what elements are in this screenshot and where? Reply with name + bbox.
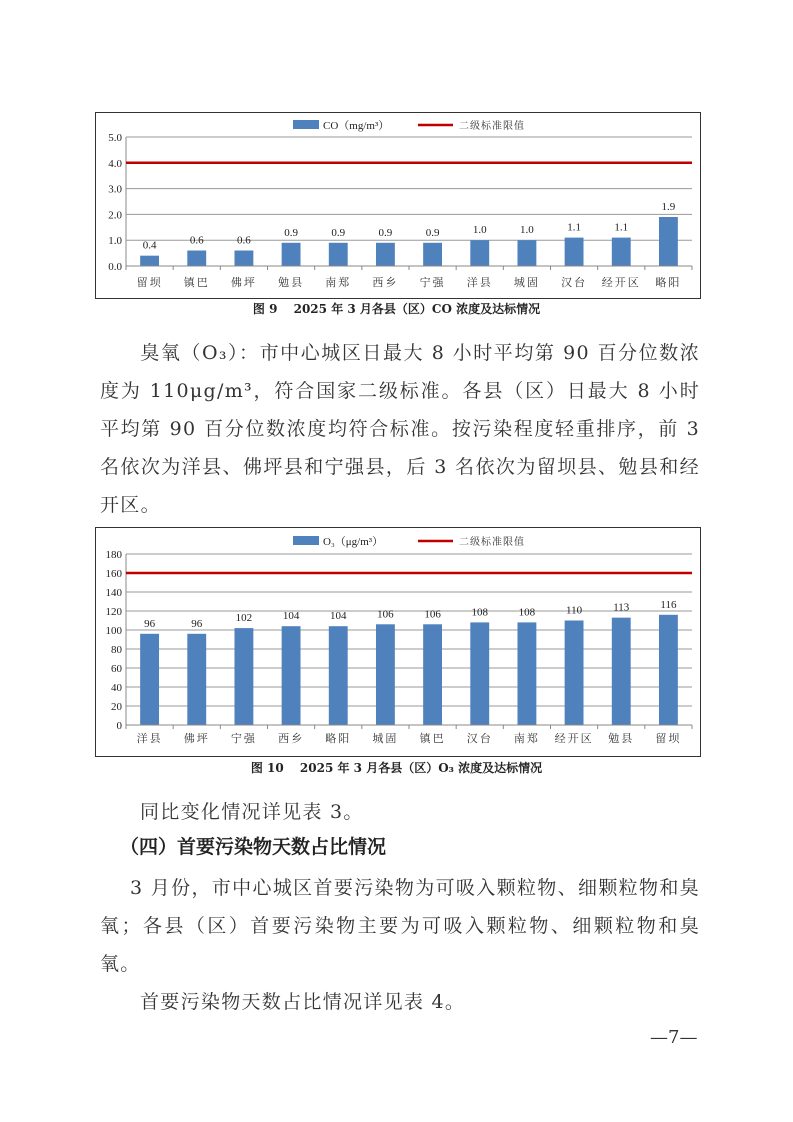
- legend-label-reference: 二级标准限值: [459, 121, 525, 132]
- bar: [140, 634, 159, 725]
- bar: [423, 243, 442, 266]
- bar: [612, 238, 631, 266]
- data-label: 0.9: [284, 226, 298, 239]
- x-tick-label: 略阳: [325, 732, 352, 745]
- co-chart-svg: [96, 113, 700, 298]
- bar: [282, 626, 301, 725]
- bar: [517, 240, 536, 266]
- ozone-paragraph: [100, 334, 700, 524]
- x-tick-label: 南郑: [325, 276, 352, 289]
- y-tick-label: 3.0: [108, 183, 122, 196]
- y-tick-label: 2.0: [108, 209, 122, 222]
- primary-pollutant-text: 3 月份，市中心城区首要污染物为可吸入颗粒物、细颗粒物和臭氧；各县（区）首要污染物主要为可吸入颗粒物、细颗粒物和臭氧。: [100, 877, 700, 975]
- bar: [282, 243, 301, 266]
- y-tick-label: 4.0: [108, 157, 122, 170]
- y-tick-label: 5.0: [108, 132, 122, 144]
- data-label: 1.9: [661, 200, 676, 213]
- x-tick-label: 西乡: [278, 732, 305, 745]
- data-label: 0.9: [378, 226, 393, 239]
- bar: [376, 243, 395, 266]
- co-chart: [95, 112, 701, 299]
- figure-9-caption: 图 9 2025 年 3 月各县（区）CO 浓度及达标情况: [252, 302, 541, 316]
- y-tick-label: 60: [111, 663, 122, 675]
- bar: [565, 238, 584, 266]
- bar: [565, 621, 584, 726]
- bar: [234, 628, 253, 725]
- table4-text: 首要污染物天数占比情况详见表 4。: [140, 991, 466, 1013]
- ozone-text: 臭氧（O₃）：市中心城区日最大 8 小时平均第 90 百分位数浓度为 110μg/m³，符合国家二级标准。各县（区）日最大 8 小时平均第 90 百分位数浓度均符合标准。按污染程度轻重排序，前 3 名依次为洋县、佛坪县和宁强县，后 3 名依次为留坝县、勉县和经开区。: [100, 342, 700, 516]
- bar: [376, 624, 395, 725]
- legend-label-series: O₃（μg/m³）: [323, 536, 384, 548]
- y-tick-label: 160: [105, 568, 122, 580]
- x-tick-label: 留坝: [136, 276, 163, 289]
- bar: [470, 240, 489, 266]
- y-tick-label: 100: [105, 625, 122, 637]
- x-tick-label: 佛坪: [183, 732, 210, 745]
- x-tick-label: 勉县: [278, 276, 305, 289]
- data-label: 106: [377, 608, 394, 621]
- bar: [187, 634, 206, 725]
- bar: [423, 624, 442, 725]
- x-tick-label: 镇巴: [419, 732, 446, 745]
- x-tick-label: 洋县: [466, 276, 493, 289]
- y-tick-label: 180: [105, 549, 122, 561]
- x-tick-label: 经开区: [601, 276, 641, 289]
- x-tick-label: 城固: [513, 276, 540, 289]
- o3-chart: [95, 527, 701, 757]
- x-tick-label: 城固: [372, 732, 399, 745]
- table4-paragraph: [100, 983, 700, 1021]
- bar: [329, 626, 348, 725]
- figure-10-caption: 图 10 2025 年 3 月各县（区）O₃ 浓度及达标情况: [250, 761, 543, 775]
- legend-label-reference: 二级标准限值: [459, 537, 525, 548]
- x-tick-label: 洋县: [136, 732, 163, 745]
- data-label: 0.9: [425, 226, 440, 239]
- x-tick-label: 宁强: [230, 732, 257, 745]
- data-label: 110: [566, 604, 583, 617]
- y-tick-label: 80: [111, 644, 122, 656]
- data-label: 113: [613, 601, 630, 614]
- data-label: 104: [330, 610, 347, 623]
- data-label: 116: [660, 598, 677, 611]
- bar: [329, 243, 348, 266]
- x-tick-label: 西乡: [372, 276, 399, 289]
- x-tick-label: 汉台: [561, 276, 588, 289]
- bar: [470, 622, 489, 725]
- data-label: 96: [144, 617, 156, 630]
- data-label: 0.9: [331, 226, 346, 239]
- y-tick-label: 40: [111, 682, 122, 694]
- data-label: 0.4: [142, 239, 157, 252]
- yoy-paragraph: [100, 793, 700, 831]
- y-tick-label: 140: [105, 587, 122, 599]
- x-tick-label: 南郑: [513, 732, 540, 745]
- y-tick-label: 0.0: [108, 261, 122, 273]
- data-label: 96: [191, 617, 203, 630]
- data-label: 0.6: [189, 234, 204, 247]
- bar: [659, 615, 678, 725]
- data-label: 1.1: [567, 221, 581, 234]
- legend-swatch-series: [293, 536, 319, 545]
- data-label: 1.0: [472, 224, 487, 237]
- bar: [140, 256, 159, 266]
- data-label: 106: [424, 608, 441, 621]
- x-tick-label: 镇巴: [183, 276, 210, 289]
- x-tick-label: 略阳: [655, 276, 682, 289]
- page-number: —7—: [650, 1027, 698, 1048]
- bar: [612, 618, 631, 725]
- x-tick-label: 留坝: [655, 732, 682, 745]
- bar: [234, 251, 253, 266]
- x-tick-label: 佛坪: [230, 276, 257, 289]
- data-label: 0.6: [237, 234, 251, 247]
- y-tick-label: 20: [111, 701, 122, 713]
- section-heading: （四）首要污染物天数占比情况: [120, 836, 387, 858]
- data-label: 104: [282, 610, 300, 623]
- x-tick-label: 汉台: [466, 732, 493, 745]
- o3-chart-svg: [96, 528, 700, 756]
- data-label: 1.0: [520, 224, 534, 237]
- data-label: 108: [518, 606, 536, 619]
- data-label: 102: [235, 612, 253, 625]
- y-tick-label: 120: [105, 606, 122, 618]
- bar: [659, 217, 678, 266]
- primary-pollutant-paragraph: [100, 869, 700, 983]
- y-tick-label: 0: [116, 720, 122, 732]
- yoy-text: 同比变化情况详见表 3。: [140, 801, 364, 823]
- x-tick-label: 经开区: [554, 732, 594, 745]
- x-tick-label: 宁强: [419, 276, 446, 289]
- legend-swatch-series: [293, 120, 319, 129]
- x-tick-label: 勉县: [608, 732, 635, 745]
- y-tick-label: 1.0: [108, 235, 122, 248]
- legend-label-series: CO（mg/m³）: [323, 120, 390, 132]
- data-label: 108: [471, 606, 488, 619]
- bar: [187, 251, 206, 266]
- data-label: 1.1: [614, 221, 629, 234]
- bar: [517, 622, 536, 725]
